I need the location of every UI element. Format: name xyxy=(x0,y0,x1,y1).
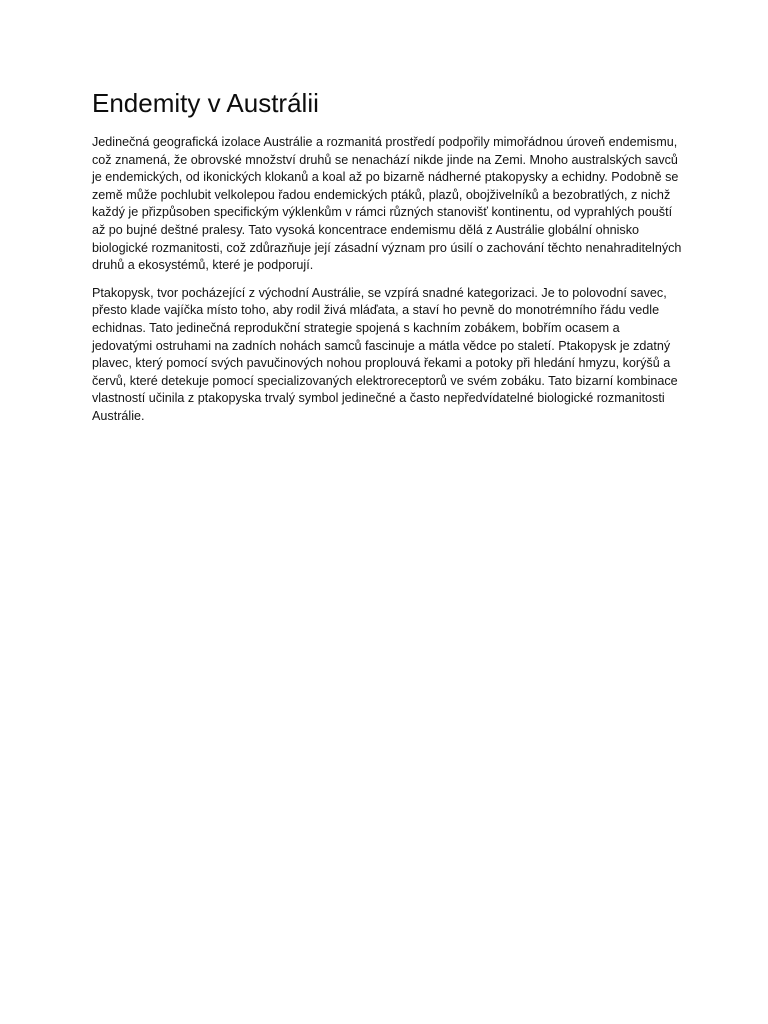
document-title: Endemity v Austrálii xyxy=(92,88,319,118)
paragraph-platypus: Ptakopysk, tvor pocházející z východní Austrálie, se vzpírá snadné kategorizaci. Je to polovodní savec, přesto klade vajíčka místo toho, aby rodil živá mláďata, a staví ho pevně do monotrémního řádu vedle echidnas. Tato jedinečná reprodukční strategie spojená s kachním zobákem, bobřím ocasem a jedovatými ostruhami na zadních nohách samců fascinuje a mátla vědce po staletí. Ptakopysk je zdatný plavec, který pomocí svých pavučinových nohou proplouvá řekami a potoky při hledání hmyzu, korýšů a červů, které detekuje pomocí specializovaných elektroreceptorů ve svém zobáku. Tato bizarní kombinace vlastností učinila z ptakopyska trvalý symbol jedinečné a často nepředvídatelné biologické rozmanitosti Austrálie. xyxy=(92,285,678,423)
document-body xyxy=(92,86,682,436)
paragraph-endemism: Jedinečná geografická izolace Austrálie a rozmanitá prostředí podpořily mimořádnou úroveň endemismu, což znamená, že obrovské množství druhů se nenachází nikde jinde na Zemi. Mnoho australských savců je endemických, od ikonických klokanů a koal až po bizarně nádherné ptakopysky a echidny. Podobně se země může pochlubit velkolepou řadou endemických ptáků, plazů, obojživelníků a bezobratlých, z nichž každý je přizpůsoben specifickým výklenkům v rámci různých stanovišť kontinentu, od vyprahlých pouští až po bujné deštné pralesy. Tato vysoká koncentrace endemismu dělá z Austrálie globální ohnisko biologické rozmanitosti, což zdůrazňuje její zásadní význam pro úsilí o zachování těchto nenahraditelných druhů a ekosystémů, které je podporují. xyxy=(92,135,682,273)
